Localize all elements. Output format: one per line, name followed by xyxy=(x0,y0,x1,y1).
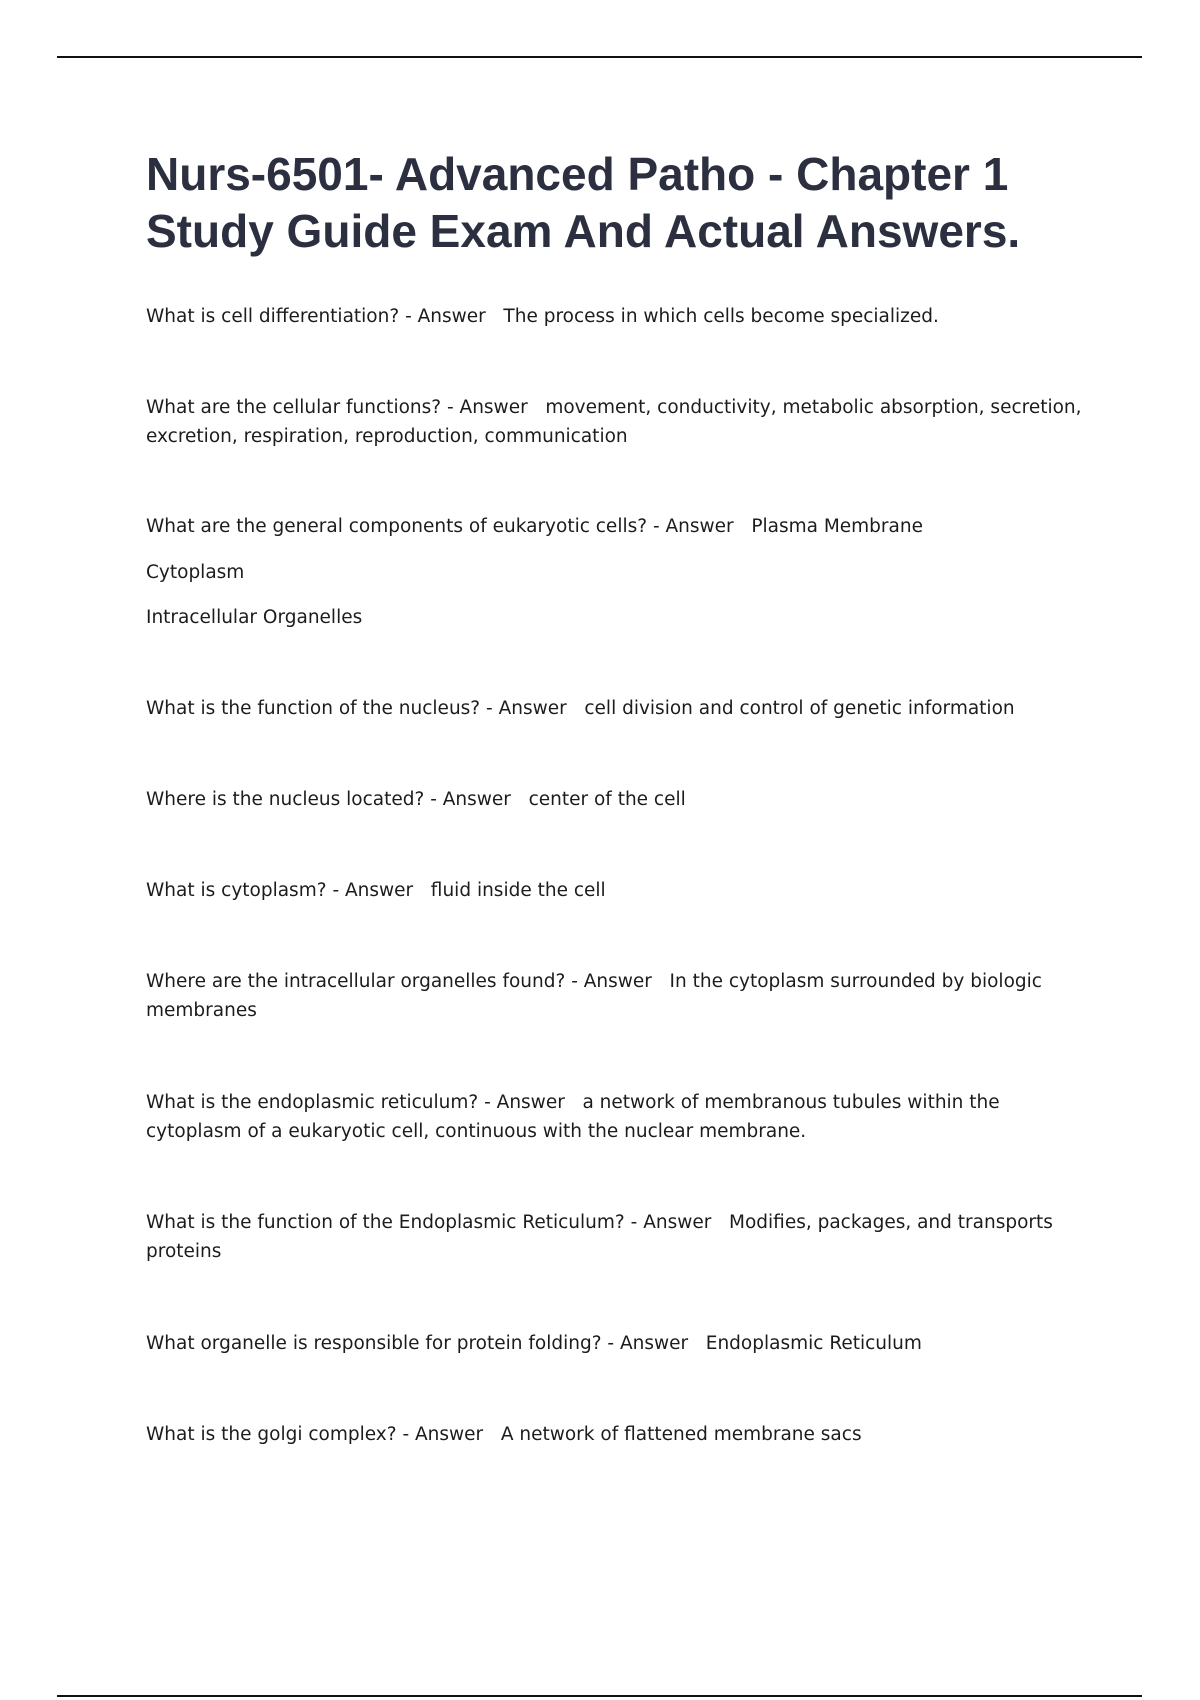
answer-text: Modifies, packages, and transports proteins xyxy=(146,1212,1053,1262)
answer-text: fluid inside the cell xyxy=(430,880,606,901)
qa-item-er-function xyxy=(146,1208,1086,1266)
answer-marker: - Answer xyxy=(607,1333,689,1354)
answer-continuation-line: Cytoplasm xyxy=(146,562,245,583)
answer-text: The process in which cells become specialized. xyxy=(503,306,939,327)
answer-marker: - Answer xyxy=(652,516,734,537)
answer-marker: - Answer xyxy=(430,789,511,810)
question-text: Where is the nucleus located? xyxy=(146,789,425,810)
answer-marker: - Answer xyxy=(332,880,414,901)
question-text: What is cytoplasm? xyxy=(146,880,327,901)
answer-text: movement, conductivity, metabolic absorption, secretion, excretion, respiration, reproduction, communication xyxy=(146,397,1082,447)
qa-item-cellular-functions xyxy=(146,393,1086,451)
qa-item-organelles-location xyxy=(146,967,1086,1025)
page-title: Nurs-6501- Advanced Patho - Chapter 1 Study Guide Exam And Actual Answers. xyxy=(146,148,1021,257)
answer-marker: - Answer xyxy=(486,698,567,719)
answer-continuation-line: Intracellular Organelles xyxy=(146,607,363,628)
question-text: What is cell differentiation? xyxy=(146,306,400,327)
answer-marker: - Answer xyxy=(484,1092,565,1113)
answer-text: a network of membranous tubules within the cytoplasm of a eukaryotic cell, continuous with the nuclear membrane. xyxy=(146,1092,1000,1142)
question-text: What is the endoplasmic reticulum? xyxy=(146,1092,479,1113)
bottom-rule xyxy=(57,1695,1142,1697)
question-text: What organelle is responsible for protein folding? xyxy=(146,1333,602,1354)
answer-text: cell division and control of genetic information xyxy=(584,698,1015,719)
qa-item-nucleus-function xyxy=(146,694,1086,723)
question-text: What is the golgi complex? xyxy=(146,1424,397,1445)
qa-item-nucleus-location xyxy=(146,785,1086,814)
answer-text: Endoplasmic Reticulum xyxy=(705,1333,922,1354)
question-text: What is the function of the Endoplasmic Reticulum? xyxy=(146,1212,625,1233)
answer-text: A network of flattened membrane sacs xyxy=(500,1424,862,1445)
question-text: Where are the intracellular organelles found? xyxy=(146,971,566,992)
question-text: What is the function of the nucleus? xyxy=(146,698,481,719)
qa-item-cytoplasm xyxy=(146,876,1086,905)
qa-item-eukaryotic-components xyxy=(146,512,1086,541)
answer-marker: - Answer xyxy=(446,397,528,418)
qa-item-cell-differentiation xyxy=(146,302,1086,331)
qa-item-protein-folding xyxy=(146,1329,1086,1358)
answer-text: Plasma Membrane xyxy=(751,516,923,537)
answer-text: In the cytoplasm surrounded by biologic membranes xyxy=(146,971,1042,1021)
question-text: What are the general components of eukaryotic cells? xyxy=(146,516,648,537)
qa-item-golgi-complex xyxy=(146,1420,1086,1449)
answer-text: center of the cell xyxy=(528,789,686,810)
answer-marker: - Answer xyxy=(402,1424,484,1445)
question-text: What are the cellular functions? xyxy=(146,397,442,418)
answer-marker: - Answer xyxy=(630,1212,712,1233)
top-rule xyxy=(57,56,1142,58)
qa-item-endoplasmic-reticulum xyxy=(146,1088,1086,1146)
answer-marker: - Answer xyxy=(405,306,486,327)
answer-marker: - Answer xyxy=(571,971,652,992)
